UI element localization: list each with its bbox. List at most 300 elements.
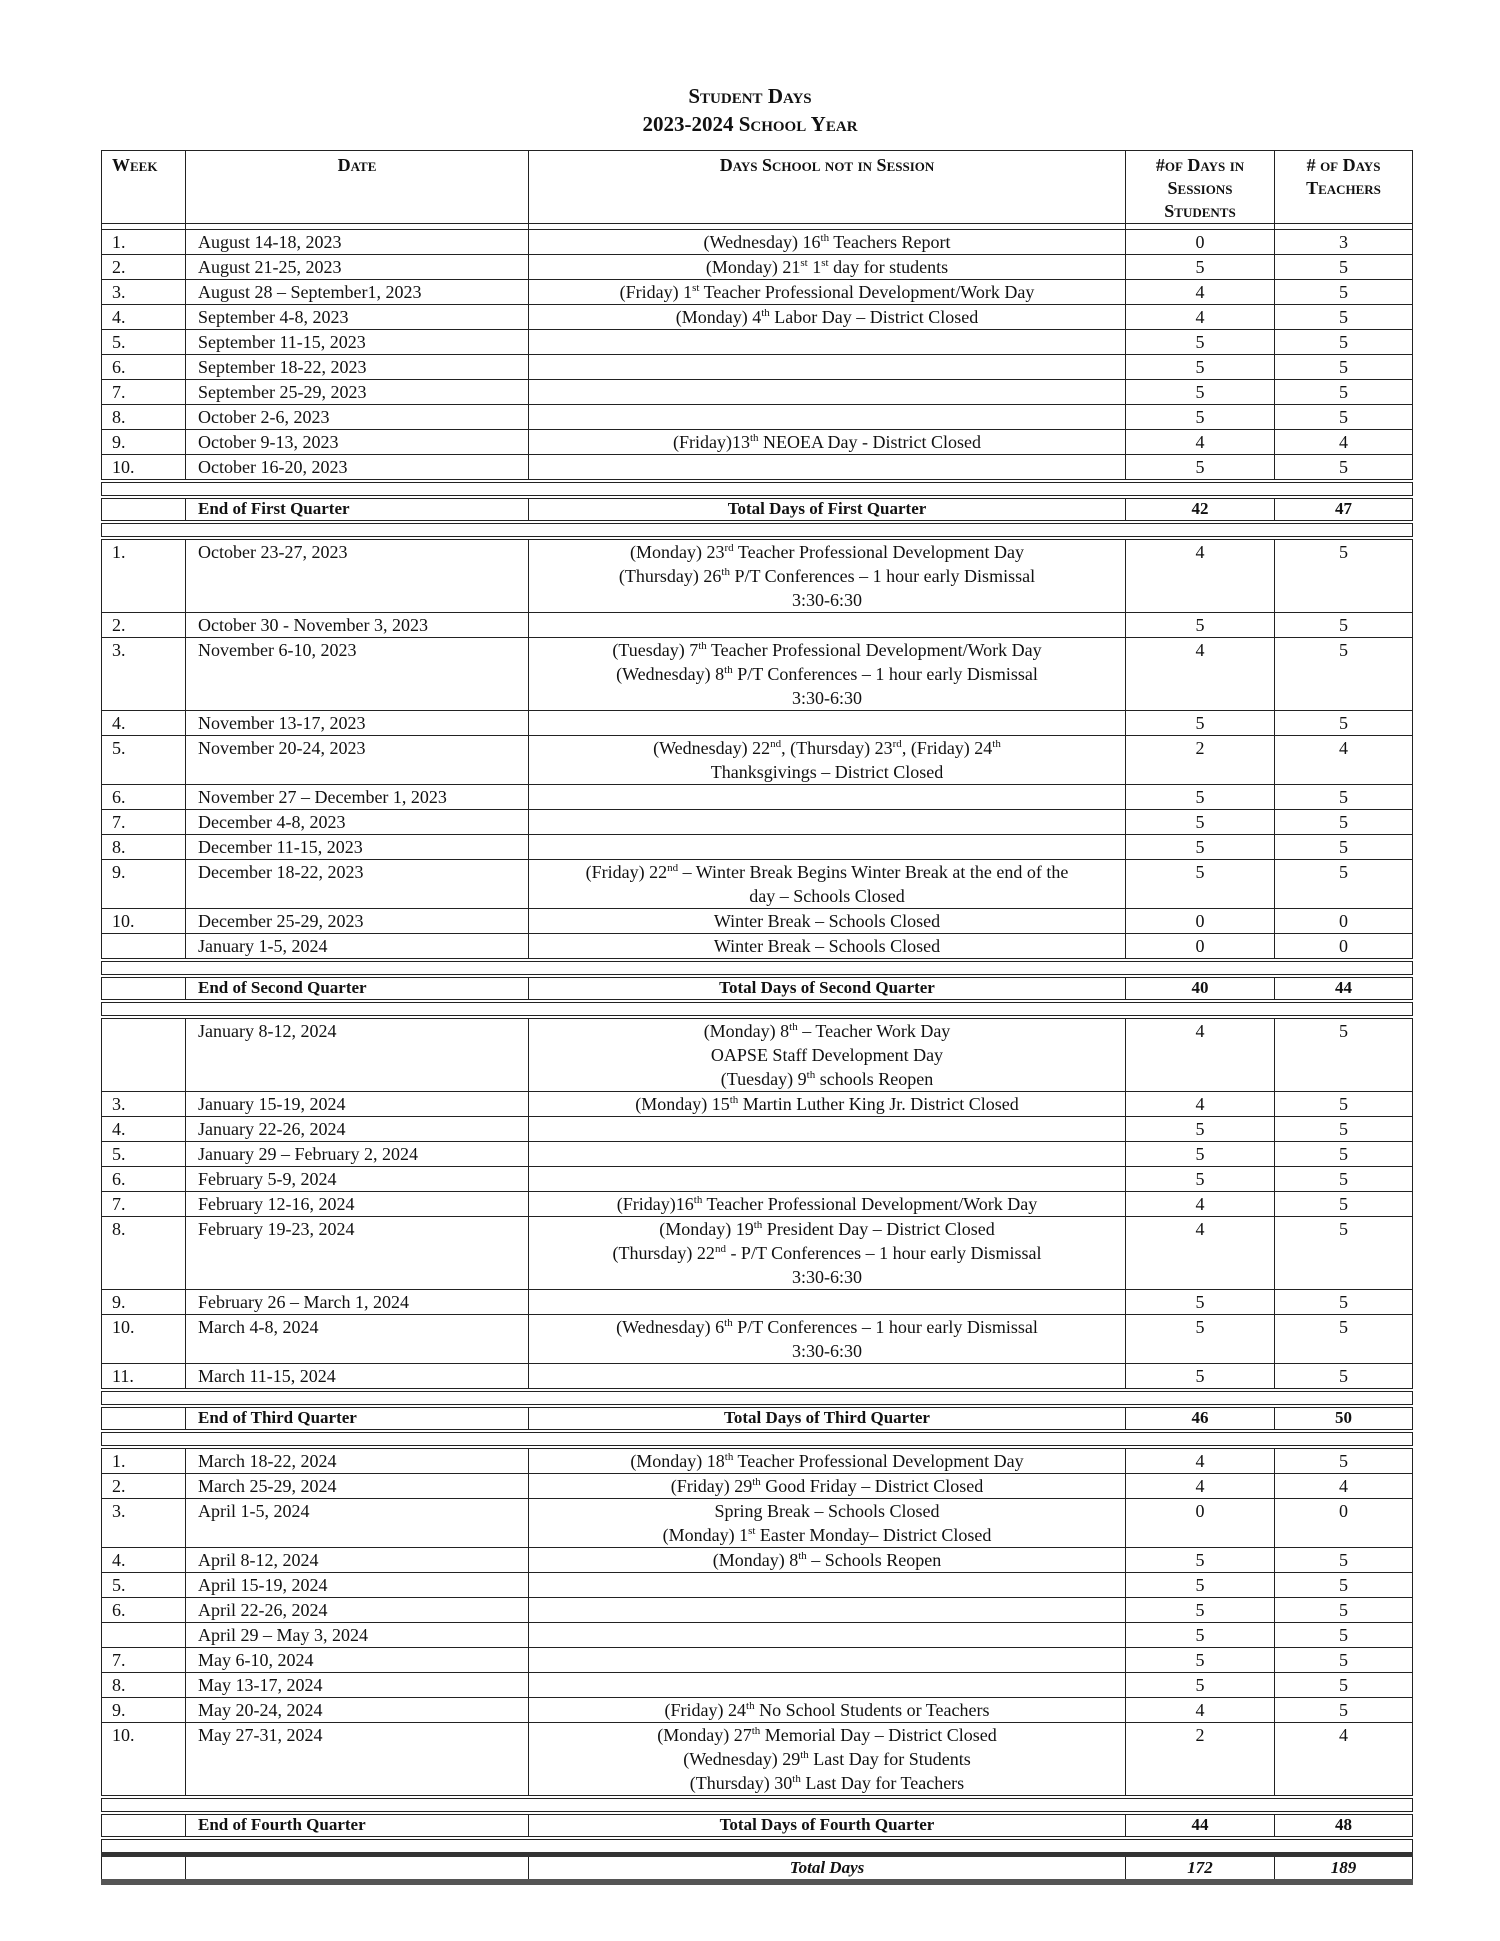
date-cell: January 8-12, 2024	[186, 1017, 529, 1092]
event-cell: (Monday) 18th Teacher Professional Development Day	[529, 1447, 1126, 1474]
document-title	[0, 82, 1500, 110]
teachers-days-cell: 5	[1275, 538, 1413, 613]
table-row	[102, 638, 1413, 711]
date-cell: March 18-22, 2024	[186, 1447, 529, 1474]
students-days-cell: 5	[1126, 1315, 1275, 1364]
week-cell: 2.	[102, 255, 186, 280]
quarter-total-desc: Total Days of First Quarter	[529, 497, 1126, 522]
students-days-cell: 0	[1126, 934, 1275, 961]
event-cell: Winter Break – Schools Closed	[529, 934, 1126, 961]
table-row	[102, 1017, 1413, 1092]
date-cell: April 22-26, 2024	[186, 1598, 529, 1623]
event-cell: (Wednesday) 6th P/T Conferences – 1 hour early Dismissal 3:30-6:30	[529, 1315, 1126, 1364]
teachers-days-cell: 3	[1275, 230, 1413, 255]
table-header-row	[102, 151, 1413, 224]
date-cell: May 27-31, 2024	[186, 1723, 529, 1798]
week-cell: 6.	[102, 1167, 186, 1192]
table-row	[102, 230, 1413, 255]
date-cell: October 9-13, 2023	[186, 430, 529, 455]
header-date: Date	[186, 151, 529, 224]
date-cell: December 18-22, 2023	[186, 860, 529, 909]
event-cell: (Monday) 23rd Teacher Professional Development Day (Thursday) 26th P/T Conferences – 1 hour early Dismissal 3:30-6:30	[529, 538, 1126, 613]
teachers-days-cell: 4	[1275, 430, 1413, 455]
students-days-cell: 5	[1126, 810, 1275, 835]
students-days-cell: 5	[1126, 711, 1275, 736]
event-cell: (Friday) 1st Teacher Professional Development/Work Day	[529, 280, 1126, 305]
students-days-cell: 4	[1126, 280, 1275, 305]
grand-total-desc: Total Days	[529, 1855, 1126, 1883]
students-days-cell: 4	[1126, 638, 1275, 711]
date-cell: November 6-10, 2023	[186, 638, 529, 711]
event-cell: (Wednesday) 22nd, (Thursday) 23rd, (Friday) 24th Thanksgivings – District Closed	[529, 736, 1126, 785]
date-cell: January 29 – February 2, 2024	[186, 1142, 529, 1167]
date-cell: March 25-29, 2024	[186, 1474, 529, 1499]
event-cell	[529, 1290, 1126, 1315]
teachers-days-cell: 5	[1275, 405, 1413, 430]
date-cell: September 18-22, 2023	[186, 355, 529, 380]
date-cell: January 1-5, 2024	[186, 934, 529, 961]
quarter-students-total: 42	[1126, 497, 1275, 522]
teachers-days-cell: 5	[1275, 1573, 1413, 1598]
teachers-days-cell: 4	[1275, 1474, 1413, 1499]
teachers-days-cell: 5	[1275, 380, 1413, 405]
table-row	[102, 1623, 1413, 1648]
event-cell: (Friday)16th Teacher Professional Development/Work Day	[529, 1192, 1126, 1217]
event-cell	[529, 455, 1126, 482]
event-cell	[529, 1598, 1126, 1623]
table-row	[102, 255, 1413, 280]
table-row	[102, 909, 1413, 934]
table-row	[102, 1673, 1413, 1698]
students-days-cell: 5	[1126, 1548, 1275, 1573]
date-cell: March 4-8, 2024	[186, 1315, 529, 1364]
date-cell: January 15-19, 2024	[186, 1092, 529, 1117]
teachers-days-cell: 5	[1275, 711, 1413, 736]
quarter-divider	[102, 1797, 1413, 1813]
week-cell: 6.	[102, 1598, 186, 1623]
table-row	[102, 785, 1413, 810]
date-cell: April 1-5, 2024	[186, 1499, 529, 1548]
date-cell: April 8-12, 2024	[186, 1548, 529, 1573]
empty-cell	[102, 1813, 186, 1838]
week-cell: 7.	[102, 1192, 186, 1217]
table-row	[102, 1698, 1413, 1723]
header-week: Week	[102, 151, 186, 224]
table-row	[102, 305, 1413, 330]
table-row	[102, 835, 1413, 860]
teachers-days-cell: 4	[1275, 736, 1413, 785]
week-cell: 8.	[102, 1217, 186, 1290]
week-cell: 2.	[102, 613, 186, 638]
table-row	[102, 405, 1413, 430]
event-cell: Winter Break – Schools Closed	[529, 909, 1126, 934]
quarter-label: End of Third Quarter	[186, 1406, 529, 1431]
event-cell	[529, 330, 1126, 355]
quarter-teachers-total: 47	[1275, 497, 1413, 522]
week-cell: 8.	[102, 1673, 186, 1698]
table-row	[102, 1364, 1413, 1391]
week-cell: 6.	[102, 785, 186, 810]
date-cell: August 21-25, 2023	[186, 255, 529, 280]
teachers-days-cell: 5	[1275, 638, 1413, 711]
students-days-cell: 5	[1126, 255, 1275, 280]
students-days-cell: 2	[1126, 1723, 1275, 1798]
quarter-total-desc: Total Days of Fourth Quarter	[529, 1813, 1126, 1838]
table-row	[102, 1315, 1413, 1364]
teachers-days-cell: 5	[1275, 455, 1413, 482]
table-row	[102, 1598, 1413, 1623]
students-days-cell: 5	[1126, 1598, 1275, 1623]
table-row	[102, 330, 1413, 355]
week-cell: 10.	[102, 909, 186, 934]
week-cell: 3.	[102, 280, 186, 305]
students-days-cell: 4	[1126, 430, 1275, 455]
teachers-days-cell: 5	[1275, 785, 1413, 810]
teachers-days-cell: 5	[1275, 280, 1413, 305]
teachers-days-cell: 0	[1275, 934, 1413, 961]
teachers-days-cell: 5	[1275, 860, 1413, 909]
date-cell: April 15-19, 2024	[186, 1573, 529, 1598]
week-cell: 1.	[102, 1447, 186, 1474]
week-cell: 4.	[102, 711, 186, 736]
students-days-cell: 4	[1126, 538, 1275, 613]
quarter-total-desc: Total Days of Third Quarter	[529, 1406, 1126, 1431]
date-cell: September 4-8, 2023	[186, 305, 529, 330]
students-days-cell: 5	[1126, 785, 1275, 810]
students-days-cell: 5	[1126, 860, 1275, 909]
table-row	[102, 1117, 1413, 1142]
teachers-days-cell: 5	[1275, 810, 1413, 835]
students-days-cell: 5	[1126, 330, 1275, 355]
teachers-days-cell: 5	[1275, 1648, 1413, 1673]
week-cell	[102, 1623, 186, 1648]
students-days-cell: 4	[1126, 1192, 1275, 1217]
students-days-cell: 5	[1126, 613, 1275, 638]
teachers-days-cell: 5	[1275, 1142, 1413, 1167]
date-cell: March 11-15, 2024	[186, 1364, 529, 1391]
date-cell: December 4-8, 2023	[186, 810, 529, 835]
event-cell	[529, 613, 1126, 638]
date-cell: October 16-20, 2023	[186, 455, 529, 482]
date-cell: September 11-15, 2023	[186, 330, 529, 355]
quarter-teachers-total: 50	[1275, 1406, 1413, 1431]
table-row	[102, 538, 1413, 613]
teachers-days-cell: 4	[1275, 1723, 1413, 1798]
table-row	[102, 1290, 1413, 1315]
table-row	[102, 1499, 1413, 1548]
date-cell: February 19-23, 2024	[186, 1217, 529, 1290]
event-cell	[529, 711, 1126, 736]
quarter-teachers-total: 48	[1275, 1813, 1413, 1838]
students-days-cell: 5	[1126, 1648, 1275, 1673]
week-cell: 11.	[102, 1364, 186, 1391]
students-days-cell: 5	[1126, 405, 1275, 430]
empty-cell	[102, 1855, 186, 1883]
students-days-cell: 5	[1126, 355, 1275, 380]
week-cell: 9.	[102, 430, 186, 455]
week-cell: 1.	[102, 230, 186, 255]
date-cell: February 12-16, 2024	[186, 1192, 529, 1217]
event-cell: (Monday) 8th – Schools Reopen	[529, 1548, 1126, 1573]
students-days-cell: 5	[1126, 455, 1275, 482]
header-days-students: #of Days in Sessions Students	[1126, 151, 1275, 224]
date-cell: February 26 – March 1, 2024	[186, 1290, 529, 1315]
teachers-days-cell: 5	[1275, 1217, 1413, 1290]
students-days-cell: 5	[1126, 1573, 1275, 1598]
grand-total-students: 172	[1126, 1855, 1275, 1883]
event-cell: (Monday) 8th – Teacher Work Day OAPSE Staff Development Day (Tuesday) 9th schools Reopen	[529, 1017, 1126, 1092]
event-cell: Spring Break – Schools Closed (Monday) 1st Easter Monday– District Closed	[529, 1499, 1126, 1548]
date-cell: February 5-9, 2024	[186, 1167, 529, 1192]
students-days-cell: 5	[1126, 1364, 1275, 1391]
quarter-total-row	[102, 497, 1413, 522]
quarter-divider	[102, 522, 1413, 538]
table-row	[102, 1192, 1413, 1217]
table-body	[102, 224, 1413, 1883]
grand-total-teachers: 189	[1275, 1855, 1413, 1883]
event-cell: (Monday) 21st 1st day for students	[529, 255, 1126, 280]
table-row	[102, 1723, 1413, 1798]
event-cell	[529, 355, 1126, 380]
date-cell: May 13-17, 2024	[186, 1673, 529, 1698]
teachers-days-cell: 5	[1275, 1315, 1413, 1364]
event-cell	[529, 835, 1126, 860]
quarter-students-total: 44	[1126, 1813, 1275, 1838]
students-days-cell: 4	[1126, 1698, 1275, 1723]
week-cell: 9.	[102, 860, 186, 909]
week-cell: 9.	[102, 1698, 186, 1723]
table-row	[102, 1648, 1413, 1673]
event-cell	[529, 1623, 1126, 1648]
header-days-not-in-session: Days School not in Session	[529, 151, 1126, 224]
event-cell: (Friday) 24th No School Students or Teachers	[529, 1698, 1126, 1723]
date-cell: May 20-24, 2024	[186, 1698, 529, 1723]
event-cell	[529, 1142, 1126, 1167]
date-cell: October 2-6, 2023	[186, 405, 529, 430]
event-cell: (Monday) 15th Martin Luther King Jr. District Closed	[529, 1092, 1126, 1117]
document-subtitle	[0, 110, 1500, 138]
teachers-days-cell: 5	[1275, 1447, 1413, 1474]
students-days-cell: 0	[1126, 230, 1275, 255]
event-cell	[529, 1573, 1126, 1598]
week-cell: 10.	[102, 1723, 186, 1798]
teachers-days-cell: 5	[1275, 305, 1413, 330]
teachers-days-cell: 5	[1275, 1192, 1413, 1217]
week-cell: 8.	[102, 835, 186, 860]
students-days-cell: 0	[1126, 909, 1275, 934]
table-row	[102, 860, 1413, 909]
table-row	[102, 1217, 1413, 1290]
empty-cell	[102, 976, 186, 1001]
teachers-days-cell: 5	[1275, 1167, 1413, 1192]
quarter-divider	[102, 1838, 1413, 1855]
students-days-cell: 4	[1126, 1217, 1275, 1290]
teachers-days-cell: 5	[1275, 835, 1413, 860]
student-days-table	[101, 150, 1413, 1885]
event-cell	[529, 1673, 1126, 1698]
table-row	[102, 430, 1413, 455]
table-row	[102, 1092, 1413, 1117]
event-cell: (Monday) 4th Labor Day – District Closed	[529, 305, 1126, 330]
table-row	[102, 1474, 1413, 1499]
teachers-days-cell: 0	[1275, 909, 1413, 934]
teachers-days-cell: 5	[1275, 1673, 1413, 1698]
event-cell	[529, 1117, 1126, 1142]
teachers-days-cell: 5	[1275, 1117, 1413, 1142]
date-cell: December 25-29, 2023	[186, 909, 529, 934]
quarter-teachers-total: 44	[1275, 976, 1413, 1001]
date-cell: October 30 - November 3, 2023	[186, 613, 529, 638]
table-row	[102, 355, 1413, 380]
quarter-divider	[102, 1431, 1413, 1447]
week-cell: 4.	[102, 1117, 186, 1142]
empty-cell	[102, 1406, 186, 1431]
quarter-students-total: 40	[1126, 976, 1275, 1001]
date-cell: December 11-15, 2023	[186, 835, 529, 860]
students-days-cell: 5	[1126, 1673, 1275, 1698]
quarter-total-row	[102, 976, 1413, 1001]
teachers-days-cell: 5	[1275, 613, 1413, 638]
event-cell: (Monday) 19th President Day – District Closed (Thursday) 22nd - P/T Conferences – 1 hour early Dismissal 3:30-6:30	[529, 1217, 1126, 1290]
week-cell: 3.	[102, 1092, 186, 1117]
teachers-days-cell: 5	[1275, 1092, 1413, 1117]
header-days-teachers: # of Days Teachers	[1275, 151, 1413, 224]
week-cell: 3.	[102, 1499, 186, 1548]
event-cell	[529, 1364, 1126, 1391]
students-days-cell: 5	[1126, 1142, 1275, 1167]
students-days-cell: 5	[1126, 1290, 1275, 1315]
title-line-2: 2023-2024 School Year	[642, 112, 858, 136]
quarter-label: End of First Quarter	[186, 497, 529, 522]
date-cell: August 14-18, 2023	[186, 230, 529, 255]
table-row	[102, 1447, 1413, 1474]
week-cell: 10.	[102, 1315, 186, 1364]
empty-cell	[102, 497, 186, 522]
date-cell: November 13-17, 2023	[186, 711, 529, 736]
table-row	[102, 810, 1413, 835]
teachers-days-cell: 0	[1275, 1499, 1413, 1548]
week-cell: 5.	[102, 1142, 186, 1167]
quarter-divider	[102, 481, 1413, 497]
quarter-total-row	[102, 1406, 1413, 1431]
table-row	[102, 1167, 1413, 1192]
students-days-cell: 5	[1126, 1117, 1275, 1142]
event-cell: (Wednesday) 16th Teachers Report	[529, 230, 1126, 255]
date-cell: January 22-26, 2024	[186, 1117, 529, 1142]
teachers-days-cell: 5	[1275, 1548, 1413, 1573]
event-cell	[529, 1167, 1126, 1192]
week-cell: 5.	[102, 736, 186, 785]
quarter-divider	[102, 1001, 1413, 1017]
teachers-days-cell: 5	[1275, 1598, 1413, 1623]
week-cell: 4.	[102, 305, 186, 330]
quarter-label: End of Fourth Quarter	[186, 1813, 529, 1838]
students-days-cell: 4	[1126, 1092, 1275, 1117]
event-cell: (Friday) 29th Good Friday – District Closed	[529, 1474, 1126, 1499]
title-line-1: Student Days	[688, 84, 812, 108]
week-cell: 8.	[102, 405, 186, 430]
date-cell: August 28 – September1, 2023	[186, 280, 529, 305]
teachers-days-cell: 5	[1275, 1017, 1413, 1092]
students-days-cell: 5	[1126, 1623, 1275, 1648]
event-cell	[529, 380, 1126, 405]
quarter-divider	[102, 960, 1413, 976]
date-cell: September 25-29, 2023	[186, 380, 529, 405]
quarter-total-desc: Total Days of Second Quarter	[529, 976, 1126, 1001]
week-cell: 7.	[102, 1648, 186, 1673]
teachers-days-cell: 5	[1275, 355, 1413, 380]
teachers-days-cell: 5	[1275, 1623, 1413, 1648]
event-cell: (Friday) 22nd – Winter Break Begins Winter Break at the end of the day – Schools Closed	[529, 860, 1126, 909]
teachers-days-cell: 5	[1275, 1364, 1413, 1391]
week-cell: 5.	[102, 1573, 186, 1598]
table-row	[102, 1142, 1413, 1167]
students-days-cell: 4	[1126, 1447, 1275, 1474]
quarter-label: End of Second Quarter	[186, 976, 529, 1001]
table-row	[102, 934, 1413, 961]
students-days-cell: 0	[1126, 1499, 1275, 1548]
week-cell: 9.	[102, 1290, 186, 1315]
teachers-days-cell: 5	[1275, 1698, 1413, 1723]
table-row	[102, 455, 1413, 482]
students-days-cell: 5	[1126, 380, 1275, 405]
grand-total-row	[102, 1855, 1413, 1883]
week-cell: 1.	[102, 538, 186, 613]
students-days-cell: 4	[1126, 1017, 1275, 1092]
table-row	[102, 1573, 1413, 1598]
teachers-days-cell: 5	[1275, 330, 1413, 355]
event-cell: (Tuesday) 7th Teacher Professional Development/Work Day (Wednesday) 8th P/T Conferences – 1 hour early Dismissal 3:30-6:30	[529, 638, 1126, 711]
students-days-cell: 4	[1126, 305, 1275, 330]
event-cell	[529, 810, 1126, 835]
week-cell: 7.	[102, 810, 186, 835]
empty-cell	[186, 1855, 529, 1883]
week-cell: 2.	[102, 1474, 186, 1499]
week-cell: 6.	[102, 355, 186, 380]
quarter-total-row	[102, 1813, 1413, 1838]
table-row	[102, 613, 1413, 638]
week-cell: 10.	[102, 455, 186, 482]
students-days-cell: 5	[1126, 1167, 1275, 1192]
week-cell: 3.	[102, 638, 186, 711]
event-cell	[529, 1648, 1126, 1673]
week-cell: 4.	[102, 1548, 186, 1573]
table-row	[102, 711, 1413, 736]
quarter-divider	[102, 1390, 1413, 1406]
week-cell	[102, 1017, 186, 1092]
event-cell: (Friday)13th NEOEA Day - District Closed	[529, 430, 1126, 455]
table-row	[102, 1548, 1413, 1573]
event-cell: (Monday) 27th Memorial Day – District Closed (Wednesday) 29th Last Day for Students (Thursday) 30th Last Day for Teachers	[529, 1723, 1126, 1798]
date-cell: November 27 – December 1, 2023	[186, 785, 529, 810]
week-cell	[102, 934, 186, 961]
students-days-cell: 4	[1126, 1474, 1275, 1499]
date-cell: April 29 – May 3, 2024	[186, 1623, 529, 1648]
date-cell: October 23-27, 2023	[186, 538, 529, 613]
table-row	[102, 380, 1413, 405]
date-cell: November 20-24, 2023	[186, 736, 529, 785]
table-row	[102, 736, 1413, 785]
teachers-days-cell: 5	[1275, 255, 1413, 280]
students-days-cell: 5	[1126, 835, 1275, 860]
students-days-cell: 2	[1126, 736, 1275, 785]
quarter-students-total: 46	[1126, 1406, 1275, 1431]
teachers-days-cell: 5	[1275, 1290, 1413, 1315]
event-cell	[529, 405, 1126, 430]
date-cell: May 6-10, 2024	[186, 1648, 529, 1673]
table-row	[102, 280, 1413, 305]
event-cell	[529, 785, 1126, 810]
